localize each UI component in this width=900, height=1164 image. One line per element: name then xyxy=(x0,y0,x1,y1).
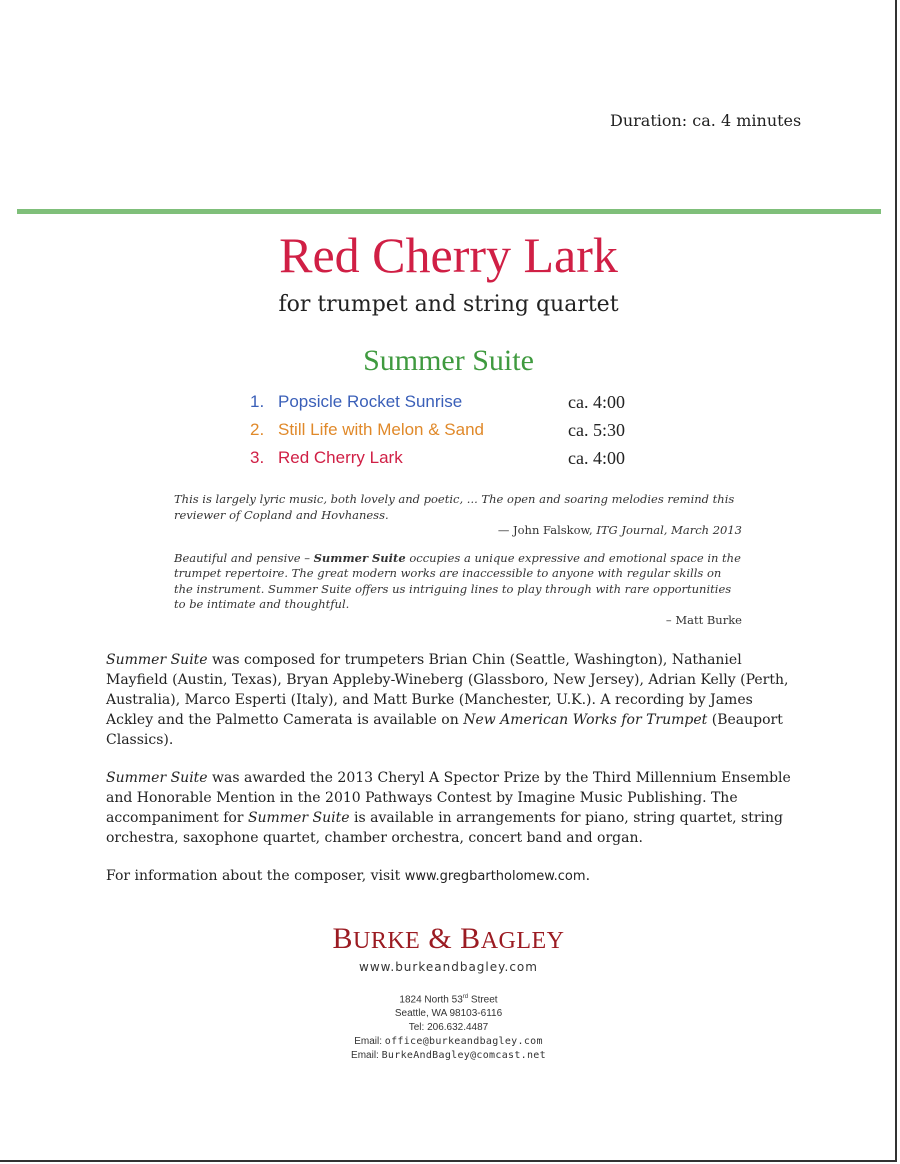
logo-letters: AGLEY xyxy=(480,928,565,954)
album-title: New American Works for Trumpet xyxy=(463,712,708,728)
paragraph-text: was awarded the 2013 Cheryl A Spector Prize by the Third Millennium Ensemble and Honorable Mention in the 2010 Pathways Contest by Imagine Music Publishing. The accompaniment for xyxy=(106,770,791,826)
paragraph-text: is available in arrangements for piano, string quartet, string orchestra, saxophone quartet, chamber orchestra, concert band and organ. xyxy=(106,810,784,846)
email-label: Email: xyxy=(351,1050,382,1062)
paragraph-text: For information about the composer, visit xyxy=(106,868,405,884)
email-office-link[interactable]: office@burkeandbagley.com xyxy=(384,1036,543,1048)
logo-letter: B xyxy=(460,922,481,955)
suite-title-inline: Summer Suite xyxy=(106,770,208,786)
paragraph-text: was composed for trumpeters Brian Chin (Seattle, Washington), Nathaniel Mayfield (Austin, Texas), Bryan Appleby-Wineberg (Glassboro, New Jersey), Adrian Kelly (Perth, Australia), Marco Esperti (Italy), and Matt Burke (Manchester, U.K.). A recording by James Ackley and the Palmetto Camerata is available on xyxy=(106,652,789,728)
suite-title: Summer Suite xyxy=(363,344,534,377)
street-suffix: Street xyxy=(468,994,498,1006)
movement-name: Popsicle Rocket Sunrise xyxy=(278,392,463,411)
logo-letter: B xyxy=(332,922,353,955)
paragraph-text: (Beauport Classics). xyxy=(106,712,783,748)
street-number: 1824 North 53 xyxy=(399,994,463,1006)
quote-body: occupies a unique expressive and emotional space in the trumpet repertoire. The great modern works are inaccessible to anyone with regular skills on the instrument. Summer Suite offers us intriguing lines to play through with rare opportunities to be intimate and thoughtful. xyxy=(174,550,741,611)
work-title: Red Cherry Lark xyxy=(279,227,618,283)
logo-letters: URKE xyxy=(352,928,421,954)
attribution-source: ITG Journal, March 2013 xyxy=(596,523,742,537)
movement-item xyxy=(250,388,670,416)
work-subtitle: for trumpet and string quartet xyxy=(278,292,619,317)
street-ordinal: rd xyxy=(462,994,469,1000)
movement-number: 3. xyxy=(250,448,265,467)
movement-number: 1. xyxy=(250,392,265,411)
movement-list xyxy=(250,388,670,472)
movement-name: Still Life with Melon & Sand xyxy=(278,420,484,439)
email-office xyxy=(0,1035,897,1049)
movement-item xyxy=(250,416,670,444)
quote-attribution: – Matt Burke xyxy=(665,612,742,627)
quote-bold-title: Summer Suite xyxy=(313,550,406,565)
quote-text: This is largely lyric music, both lovely and poetic, ... The open and soaring melodies remind this reviewer of Copland and Hovhaness. xyxy=(174,492,735,522)
paragraph-commission xyxy=(106,650,796,750)
suite-title-inline: Summer Suite xyxy=(106,652,208,668)
suite-title-inline: Summer Suite xyxy=(247,810,350,826)
review-quotes xyxy=(174,492,742,628)
email-comcast xyxy=(0,1049,897,1063)
movement-item xyxy=(250,444,670,472)
publisher-website-link[interactable]: www.burkeandbagley.com xyxy=(359,960,538,974)
paragraph-text: . xyxy=(585,868,591,884)
city-state-zip: Seattle, WA 98103-6116 xyxy=(394,1008,503,1020)
paragraph-awards xyxy=(106,768,796,848)
telephone: Tel: 206.632.4487 xyxy=(408,1022,489,1034)
review-quote-burke xyxy=(174,551,742,629)
street-address xyxy=(0,990,897,1007)
movement-number: 2. xyxy=(250,420,265,439)
green-divider xyxy=(17,209,881,214)
attribution-name: — John Falskow, xyxy=(497,523,597,537)
quote-lead: Beautiful and pensive – xyxy=(174,550,314,565)
paragraph-composer-info xyxy=(106,866,796,887)
publisher-address xyxy=(0,990,897,1063)
review-quote-falskow xyxy=(174,492,742,539)
program-notes xyxy=(106,650,796,905)
movement-duration: ca. 4:00 xyxy=(568,391,625,412)
movement-duration: ca. 4:00 xyxy=(568,447,625,468)
duration-label: Duration: ca. 4 minutes xyxy=(610,111,802,130)
composer-website-link[interactable]: www.gregbartholomew.com xyxy=(404,869,586,884)
logo-ampersand: & xyxy=(420,922,461,955)
movement-name: Red Cherry Lark xyxy=(278,448,403,467)
email-comcast-link[interactable]: BurkeAndBagley@comcast.net xyxy=(381,1050,546,1062)
quote-text xyxy=(174,551,742,613)
movement-duration: ca. 5:30 xyxy=(568,419,625,440)
email-label: Email: xyxy=(354,1036,385,1048)
quote-attribution xyxy=(174,523,742,539)
publisher-logo xyxy=(0,922,897,956)
